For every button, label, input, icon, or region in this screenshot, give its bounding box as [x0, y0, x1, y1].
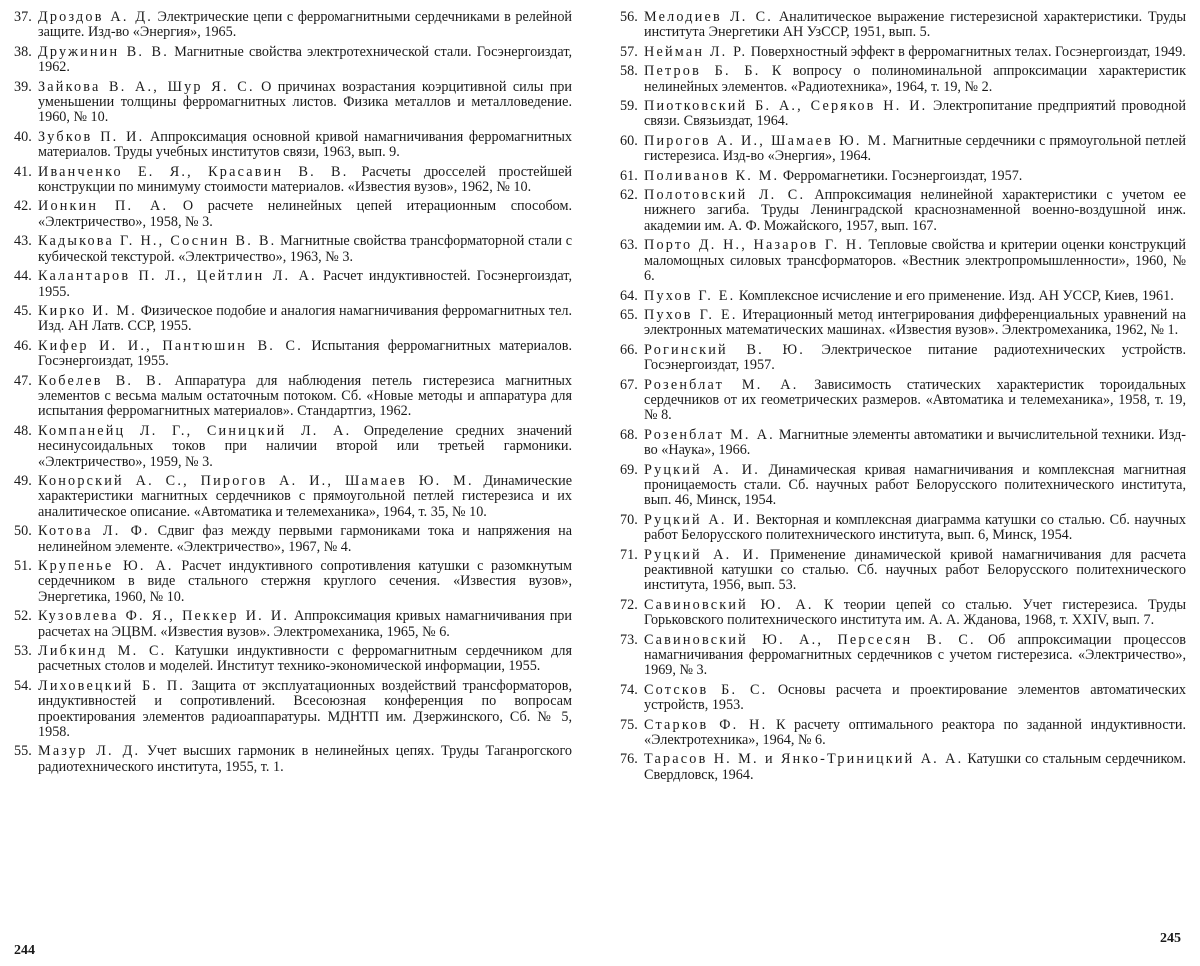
reference-number: 41.: [14, 165, 32, 180]
reference-number: 56.: [620, 10, 638, 25]
reference-number: 47.: [14, 374, 32, 389]
reference-author: Руцкий А. И.: [644, 462, 760, 478]
reference-number: 50.: [14, 524, 32, 539]
reference-author: Компанейц Л. Г., Синицкий Л. А.: [38, 423, 351, 439]
reference-text: Магнитные свойства трансформаторной стали с кубической текстурой. «Электричество», 1963, № 3.: [38, 233, 572, 264]
reference-entry: [620, 598, 1186, 629]
reference-number: 49.: [14, 474, 32, 489]
reference-author: Кирко И. М.: [38, 303, 137, 319]
reference-entry: [620, 308, 1186, 339]
reference-number: 42.: [14, 199, 32, 214]
reference-author: Иванченко Е. Я., Красавин В. В.: [38, 164, 348, 180]
reference-text: Итерационный метод интегрирования дифференциальных уравнений на электронных математических машинах. «Известия вузов». Электромеханика, 1962, № 1.: [644, 307, 1186, 338]
reference-text: Аппроксимация кривых намагничивания при расчетах на ЭЦВМ. «Известия вузов». Электромеханика, 1965, № 6.: [38, 608, 572, 639]
reference-entry: [620, 463, 1186, 509]
reference-number: 73.: [620, 633, 638, 648]
reference-author: Кадыкова Г. Н., Соснин В. В.: [38, 233, 276, 249]
reference-number: 53.: [14, 644, 32, 659]
reference-text: Магнитные сердечники с прямоугольной петлей гистерезиса. Изд-во «Энергия», 1964.: [644, 133, 1186, 164]
reference-author: Пухов Г. Е.: [644, 307, 738, 323]
reference-text: Определение средних значений несинусоидальных токов при наличии второй или третьей гармоники. «Электричество», 1959, № 3.: [38, 423, 572, 470]
reference-number: 75.: [620, 718, 638, 733]
reference-author: Савиновский Ю. А.: [644, 597, 814, 613]
reference-text: Аппроксимация основной кривой намагничивания ферромагнитных материалов. Труды учебных институтов связи, 1963, вып. 9.: [38, 129, 572, 160]
reference-entry: [14, 424, 572, 470]
reference-text: Зависимость статических характеристик тороидальных сердечников от их геометрических размеров. «Автоматика и телемеханика», 1958, т. 19, № 8.: [644, 377, 1186, 424]
reference-author: Руцкий А. И.: [644, 547, 761, 563]
reference-text: Векторная и комплексная диаграмма катушки со сталью. Сб. научных работ Белорусского политехнического института, вып. 6, Минск, 1954.: [644, 512, 1186, 543]
reference-author: Нейман Л. Р.: [644, 44, 747, 60]
right-page: [620, 10, 1186, 787]
reference-number: 57.: [620, 45, 638, 60]
reference-author: Либкинд М. С.: [38, 643, 166, 659]
book-spread: [0, 0, 1200, 966]
reference-author: Конорский А. С., Пирогов А. И., Шамаев Ю. М.: [38, 473, 474, 489]
reference-author: Калантаров П. Л., Цейтлин Л. А.: [38, 268, 317, 284]
reference-text: Об аппроксимации процессов намагничивания ферромагнитных сердечников с учетом гистерезиса. «Электричество», 1969, № 3.: [644, 632, 1186, 679]
reference-entry: [620, 683, 1186, 714]
reference-author: Зубков П. И.: [38, 129, 144, 145]
reference-entry: [620, 548, 1186, 594]
reference-number: 46.: [14, 339, 32, 354]
reference-number: 51.: [14, 559, 32, 574]
reference-text: О причинах возрастания коэрцитивной силы при уменьшении толщины ферромагнитных листов. Физика металлов и металловедение. 1960, № 10.: [38, 79, 572, 126]
reference-text: Расчет индуктивностей. Госэнергоиздат, 1955.: [38, 268, 572, 299]
reference-text: Сдвиг фаз между первыми гармониками тока и напряжения на нелинейном элементе. «Электричество», 1967, № 4.: [38, 523, 572, 554]
reference-author: Дроздов А. Д.: [38, 9, 153, 25]
reference-entry: [620, 169, 1186, 184]
reference-number: 48.: [14, 424, 32, 439]
reference-entry: [620, 64, 1186, 95]
reference-text: Аналитическое выражение гистерезисной характеристики. Труды института Энергетики АН УзССР, 1951, вып. 5.: [644, 9, 1186, 40]
reference-text: Электропитание предприятий проводной связи. Связьиздат, 1964.: [644, 98, 1186, 129]
reference-author: Котова Л. Ф.: [38, 523, 150, 539]
reference-entry: [620, 718, 1186, 749]
reference-entry: [620, 10, 1186, 41]
reference-entry: [14, 679, 572, 741]
reference-author: Зайкова В. А., Шур Я. С.: [38, 79, 255, 95]
reference-text: Аппроксимация нелинейной характеристики с учетом ее нижнего загиба. Труды Ленинградской краснознаменной военно-воздушной инж. академии им. А. Ф. Можайского, 1957, вып. 167.: [644, 187, 1186, 234]
reference-entry: [620, 289, 1186, 304]
reference-number: 45.: [14, 304, 32, 319]
reference-list-right: [620, 10, 1186, 783]
reference-author: Мазур Л. Д.: [38, 743, 140, 759]
reference-text: Магнитные элементы автоматики и вычислительной техники. Изд-во «Наука», 1966.: [644, 427, 1186, 458]
reference-entry: [14, 45, 572, 76]
reference-text: Поверхностный эффект в ферромагнитных телах. Госэнергоиздат, 1949.: [751, 44, 1186, 60]
reference-entry: [620, 343, 1186, 374]
reference-author: Полотовский Л. С.: [644, 187, 805, 203]
reference-entry: [620, 238, 1186, 284]
reference-number: 44.: [14, 269, 32, 284]
reference-number: 70.: [620, 513, 638, 528]
reference-number: 37.: [14, 10, 32, 25]
reference-author: Крупенье Ю. А.: [38, 558, 174, 574]
reference-text: Тепловые свойства и критерии оценки конструкций маломощных силовых трансформаторов. «Вестник электропромышленности», 1960, № 6.: [644, 237, 1186, 284]
reference-entry: [14, 474, 572, 520]
reference-author: Кифер И. И., Пантюшин В. С.: [38, 338, 303, 354]
reference-author: Порто Д. Н., Назаров Г. Н.: [644, 237, 864, 253]
reference-entry: [14, 234, 572, 265]
reference-text: К теории цепей со сталью. Учет гистерезиса. Труды Горьковского политехнического института им. А. А. Жданова, 1968, т. XXIV, вып. 7.: [644, 597, 1186, 628]
reference-number: 59.: [620, 99, 638, 114]
reference-number: 60.: [620, 134, 638, 149]
reference-entry: [620, 99, 1186, 130]
left-page: [14, 10, 572, 779]
reference-number: 58.: [620, 64, 638, 79]
reference-number: 62.: [620, 188, 638, 203]
reference-entry: [14, 165, 572, 196]
reference-text: О расчете нелинейных цепей итерационным способом. «Электричество», 1958, № 3.: [38, 198, 572, 229]
reference-text: Расчет индуктивного сопротивления катушки с разомкнутым сердечником в виде стального стержня круглого сечения. «Известия вузов», Энергетика, 1960, № 10.: [38, 558, 572, 605]
reference-number: 38.: [14, 45, 32, 60]
reference-author: Пиотковский Б. А., Серяков Н. И.: [644, 98, 927, 114]
reference-entry: [620, 45, 1186, 60]
reference-text: Электрические цепи с ферромагнитными сердечниками в релейной защите. Изд-во «Энергия», 1965.: [38, 9, 572, 40]
reference-entry: [14, 80, 572, 126]
reference-number: 72.: [620, 598, 638, 613]
reference-number: 76.: [620, 752, 638, 767]
reference-author: Тарасов Н. М. и Янко-Триницкий А. А.: [644, 751, 963, 767]
reference-number: 69.: [620, 463, 638, 478]
reference-author: Савиновский Ю. А., Персесян В. С.: [644, 632, 976, 648]
reference-text: Динамическая кривая намагничивания и комплексная магнитная проницаемость стали. Сб. научных работ Белорусского политехнического института, вып. 46, Минск, 1954.: [644, 462, 1186, 509]
reference-number: 65.: [620, 308, 638, 323]
reference-entry: [14, 374, 572, 420]
reference-list-left: [14, 10, 572, 775]
reference-text: Катушки со стальным сердечником. Свердловск, 1964.: [644, 751, 1186, 782]
reference-entry: [620, 188, 1186, 234]
reference-text: Применение динамической кривой намагничивания для расчета реактивной катушки со сталью. Сб. научных работ Белорусского политехнического института, 1956, вып. 53.: [644, 547, 1186, 594]
reference-number: 64.: [620, 289, 638, 304]
reference-text: К расчету оптимального реактора по заданной индуктивности. «Электротехника», 1964, № 6.: [644, 717, 1186, 748]
reference-entry: [14, 10, 572, 41]
reference-text: Аппаратура для наблюдения петель гистерезиса магнитных элементов с весьма малым остаточным потоком. Сб. «Новые методы и аппаратура для испытания ферромагнитных материалов». Стандартгиз, 1962.: [38, 373, 572, 420]
reference-text: Электрическое питание радиотехнических устройств. Госэнергоиздат, 1957.: [644, 342, 1186, 373]
reference-number: 61.: [620, 169, 638, 184]
reference-number: 68.: [620, 428, 638, 443]
reference-text: Ферромагнетики. Госэнергоиздат, 1957.: [783, 168, 1023, 184]
reference-entry: [14, 304, 572, 335]
reference-number: 55.: [14, 744, 32, 759]
page-number-right: 245: [1160, 931, 1181, 947]
reference-text: Испытания ферромагнитных материалов. Госэнергоиздат, 1955.: [38, 338, 572, 369]
reference-entry: [14, 339, 572, 370]
reference-number: 40.: [14, 130, 32, 145]
reference-author: Кузовлева Ф. Я., Пеккер И. И.: [38, 608, 289, 624]
reference-entry: [14, 744, 572, 775]
reference-entry: [14, 130, 572, 161]
reference-author: Поливанов К. М.: [644, 168, 779, 184]
reference-entry: [14, 609, 572, 640]
reference-number: 71.: [620, 548, 638, 563]
reference-entry: [14, 644, 572, 675]
reference-entry: [620, 378, 1186, 424]
reference-number: 52.: [14, 609, 32, 624]
reference-author: Дружинин В. В.: [38, 44, 169, 60]
reference-author: Пирогов А. И., Шамаев Ю. М.: [644, 133, 888, 149]
reference-author: Пухов Г. Е.: [644, 288, 735, 304]
reference-entry: [620, 513, 1186, 544]
reference-text: Основы расчета и проектирование элементов автоматических устройств, 1953.: [644, 682, 1186, 713]
page-number-left: 244: [14, 943, 35, 959]
reference-number: 67.: [620, 378, 638, 393]
reference-text: Магнитные свойства электротехнической стали. Госэнергоиздат, 1962.: [38, 44, 572, 75]
reference-text: Динамические характеристики магнитных сердечников с прямоугольной петлей гистерезиса и их аналитическое описание. «Автоматика и телемеханика», 1964, т. 35, № 10.: [38, 473, 572, 520]
reference-entry: [14, 524, 572, 555]
reference-text: Защита от эксплуатационных воздействий трансформаторов, индуктивностей и сопротивлений. Всесоюзная конференция по вопросам проектирования элементов радиоаппаратуры. МДНТП им. Дзержинского, Сб. № 5, 1958.: [38, 678, 572, 740]
reference-author: Старков Ф. Н.: [644, 717, 767, 733]
reference-text: Физическое подобие и аналогия намагничивания ферромагнитных тел. Изд. АН Латв. ССР, 1955.: [38, 303, 572, 334]
reference-number: 43.: [14, 234, 32, 249]
reference-author: Рогинский В. Ю.: [644, 342, 805, 358]
reference-entry: [14, 269, 572, 300]
reference-entry: [620, 428, 1186, 459]
reference-author: Петров Б. Б.: [644, 63, 760, 79]
reference-author: Руцкий А. И.: [644, 512, 752, 528]
reference-number: 54.: [14, 679, 32, 694]
reference-text: Комплексное исчисление и его применение. Изд. АН УССР, Киев, 1961.: [739, 288, 1174, 304]
reference-number: 66.: [620, 343, 638, 358]
reference-author: Розенблат М. А.: [644, 427, 775, 443]
reference-entry: [620, 134, 1186, 165]
reference-entry: [14, 559, 572, 605]
reference-text: К вопросу о полиноминальной аппроксимации характеристик нелинейных элементов. «Радиотехника», 1964, т. 19, № 2.: [644, 63, 1186, 94]
reference-number: 39.: [14, 80, 32, 95]
reference-author: Мелодиев Л. С.: [644, 9, 773, 25]
reference-number: 74.: [620, 683, 638, 698]
reference-author: Ионкин П. А.: [38, 198, 168, 214]
reference-entry: [14, 199, 572, 230]
reference-text: Катушки индуктивности с ферромагнитным сердечником для расчетных столов и моделей. Институт технико-экономической информации, 1955.: [38, 643, 572, 674]
reference-author: Розенблат М. А.: [644, 377, 799, 393]
reference-entry: [620, 633, 1186, 679]
reference-text: Расчеты дросселей простейшей конструкции по минимуму стоимости материалов. «Известия вузов», 1962, № 10.: [38, 164, 572, 195]
reference-author: Кобелев В. В.: [38, 373, 164, 389]
reference-entry: [620, 752, 1186, 783]
reference-author: Лиховецкий Б. П.: [38, 678, 185, 694]
reference-author: Сотсков Б. С.: [644, 682, 767, 698]
reference-number: 63.: [620, 238, 638, 253]
reference-text: Учет высших гармоник в нелинейных цепях. Труды Таганрогского радиотехнического института, 1955, т. 1.: [38, 743, 572, 774]
